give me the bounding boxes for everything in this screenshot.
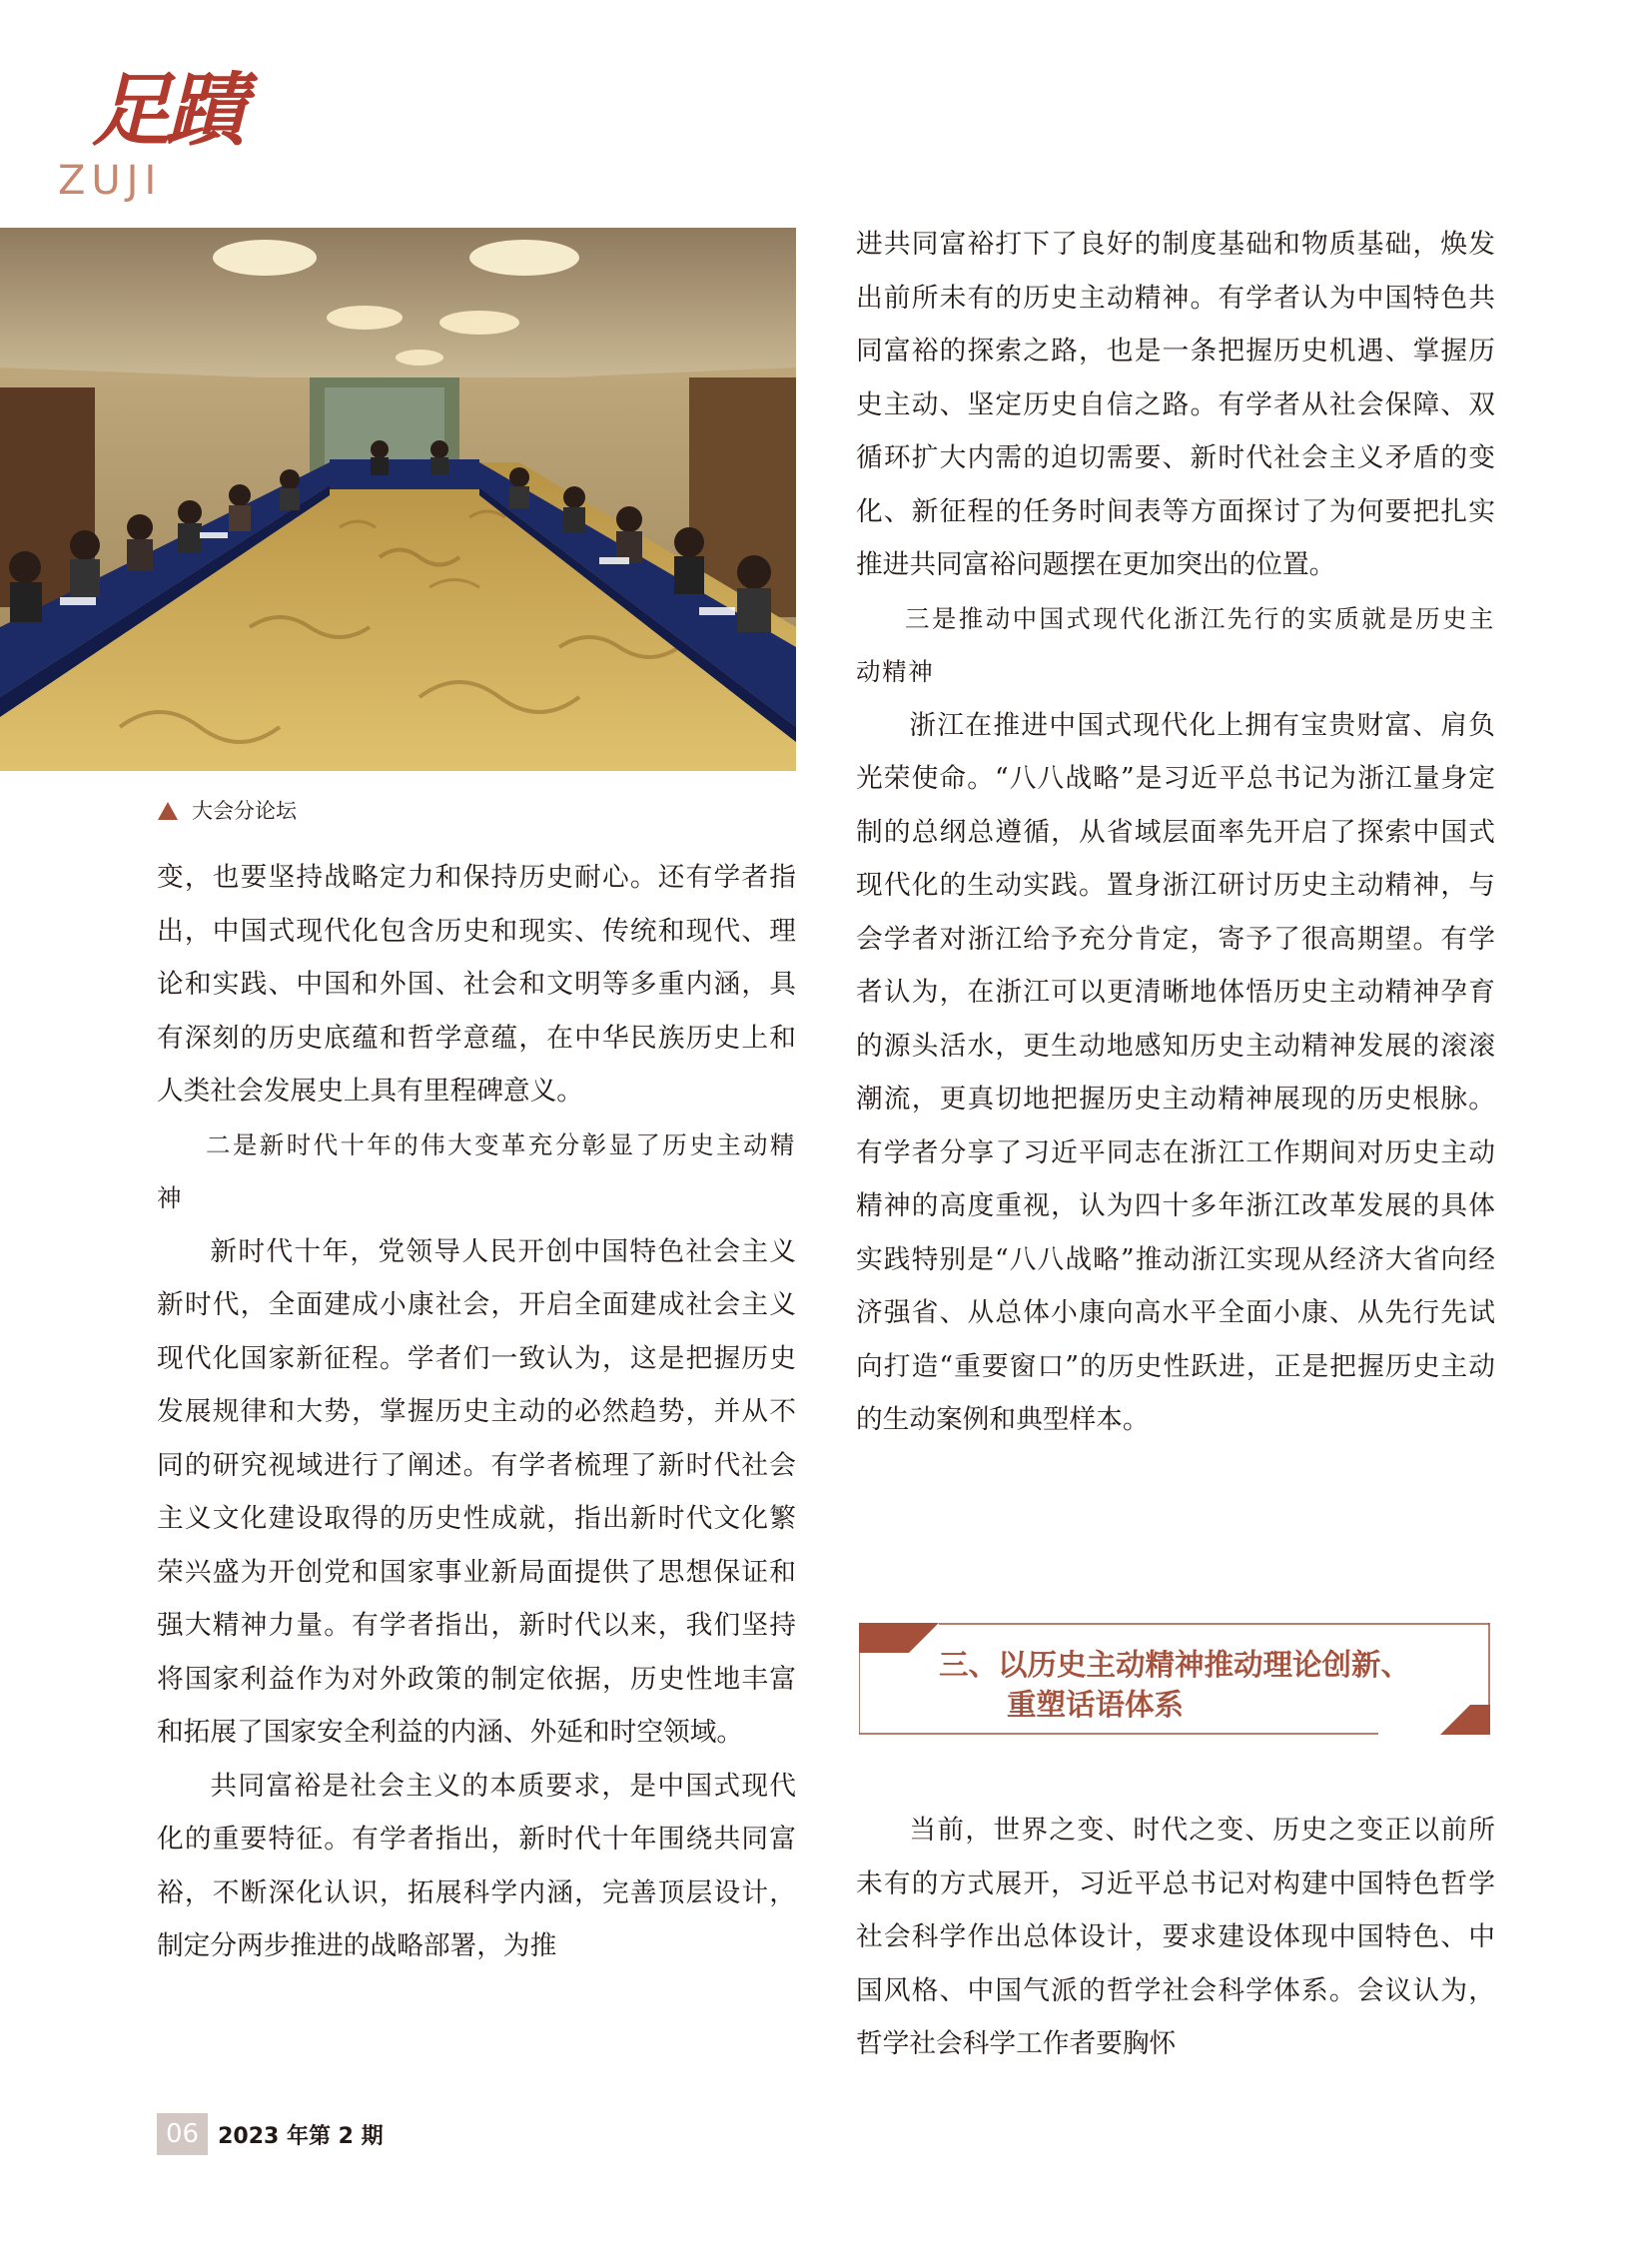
paragraph: 共同富裕是社会主义的本质要求，是中国式现代化的重要特征。有学者指出，新时代十年围绕共同富裕，不断深化认识，拓展科学内涵，完善顶层设计，制定分两步推进的战略部署，为推: [157, 1770, 796, 1961]
page-footer: [157, 2113, 384, 2155]
section-title-line1: 三、以历史主动精神推动理论创新、: [939, 1648, 1411, 1682]
photo-caption: [158, 795, 297, 825]
paragraph: 当前，世界之变、时代之变、历史之变正以前所未有的方式展开，习近平总书记对构建中国特色哲学社会科学作出总体设计，要求建设体现中国特色、中国风格、中国气派的哲学社会科学体系。会议认为，哲学社会科学工作者要胸怀: [856, 1815, 1495, 2059]
conference-photo: [0, 228, 796, 771]
paragraph: 浙江在推进中国式现代化上拥有宝贵财富、肩负光荣使命。“八八战略”是习近平总书记为浙江量身定制的总纲总遵循，从省域层面率先开启了探索中国式现代化的生动实践。置身浙江研讨历史主动精神，与会学者对浙江给予充分肯定，寄予了很高期望。有学者认为，在浙江可以更清晰地体悟历史主动精神孕育的源头活水，更生动地感知历史主动精神发展的滚滚潮流，更真切地把握历史主动精神展现的历史根脉。有学者分享了习近平同志在浙江工作期间对历史主动精神的高度重视，认为四十多年浙江改革发展的具体实践特别是“八八战略”推动浙江实现从经济大省向经济强省、从总体小康向高水平全面小康、从先行先试向打造“重要窗口”的历史性跃进，正是把握历史主动的生动案例和典型样本。: [856, 709, 1495, 1435]
right-column-lower: [856, 1804, 1495, 2071]
paragraph: 进共同富裕打下了良好的制度基础和物质基础，焕发出前所未有的历史主动精神。有学者认为中国特色共同富裕的探索之路，也是一条把握历史机遇、掌握历史主动、坚定历史自信之路。有学者从社会保障、双循环扩大内需的迫切需要、新时代社会主义矛盾的变化、新征程的任务时间表等方面探讨了为何要把扎实推进共同富裕问题摆在更加突出的位置。: [856, 229, 1495, 580]
logo-chinese: 足蹟: [92, 63, 240, 157]
caption-text: 大会分论坛: [192, 799, 297, 823]
logo-english: ZUJI: [58, 158, 163, 204]
triangle-icon: [158, 802, 178, 820]
section-heading-box: [859, 1623, 1490, 1735]
issue-label: 2023 年第 2 期: [218, 2123, 384, 2149]
paragraph: 新时代十年，党领导人民开创中国特色社会主义新时代，全面建成小康社会，开启全面建成社会主义现代化国家新征程。学者们一致认为，这是把握历史发展规律和大势，掌握历史主动的必然趋势，并从不同的研究视域进行了阐述。有学者梳理了新时代社会主义文化建设取得的历史性成就，指出新时代文化繁荣兴盛为开创党和国家事业新局面提供了思想保证和强大精神力量。有学者指出，新时代以来，我们坚持将国家利益作为对外政策的制定依据，历史性地丰富和拓展了国家安全利益的内涵、外延和时空领域。: [157, 1235, 796, 1748]
subheading: 三是推动中国式现代化浙江先行的实质就是历史主动精神: [856, 603, 1495, 686]
subheading: 二是新时代十年的伟大变革充分彰显了历史主动精神: [157, 1129, 796, 1212]
paragraph: 变，也要坚持战略定力和保持历史耐心。还有学者指出，中国式现代化包含历史和现实、传统和现代、理论和实践、中国和外国、社会和文明等多重内涵，具有深刻的历史底蕴和哲学意蕴，在中华民族历史上和人类社会发展史上具有里程碑意义。: [157, 862, 796, 1107]
page-number: 06: [157, 2113, 208, 2155]
section-title: [939, 1645, 1410, 1725]
left-column: [157, 851, 796, 1973]
section-title-line2: 重塑话语体系: [1007, 1688, 1185, 1722]
magazine-logo: [58, 62, 248, 202]
right-column: [856, 218, 1495, 1447]
